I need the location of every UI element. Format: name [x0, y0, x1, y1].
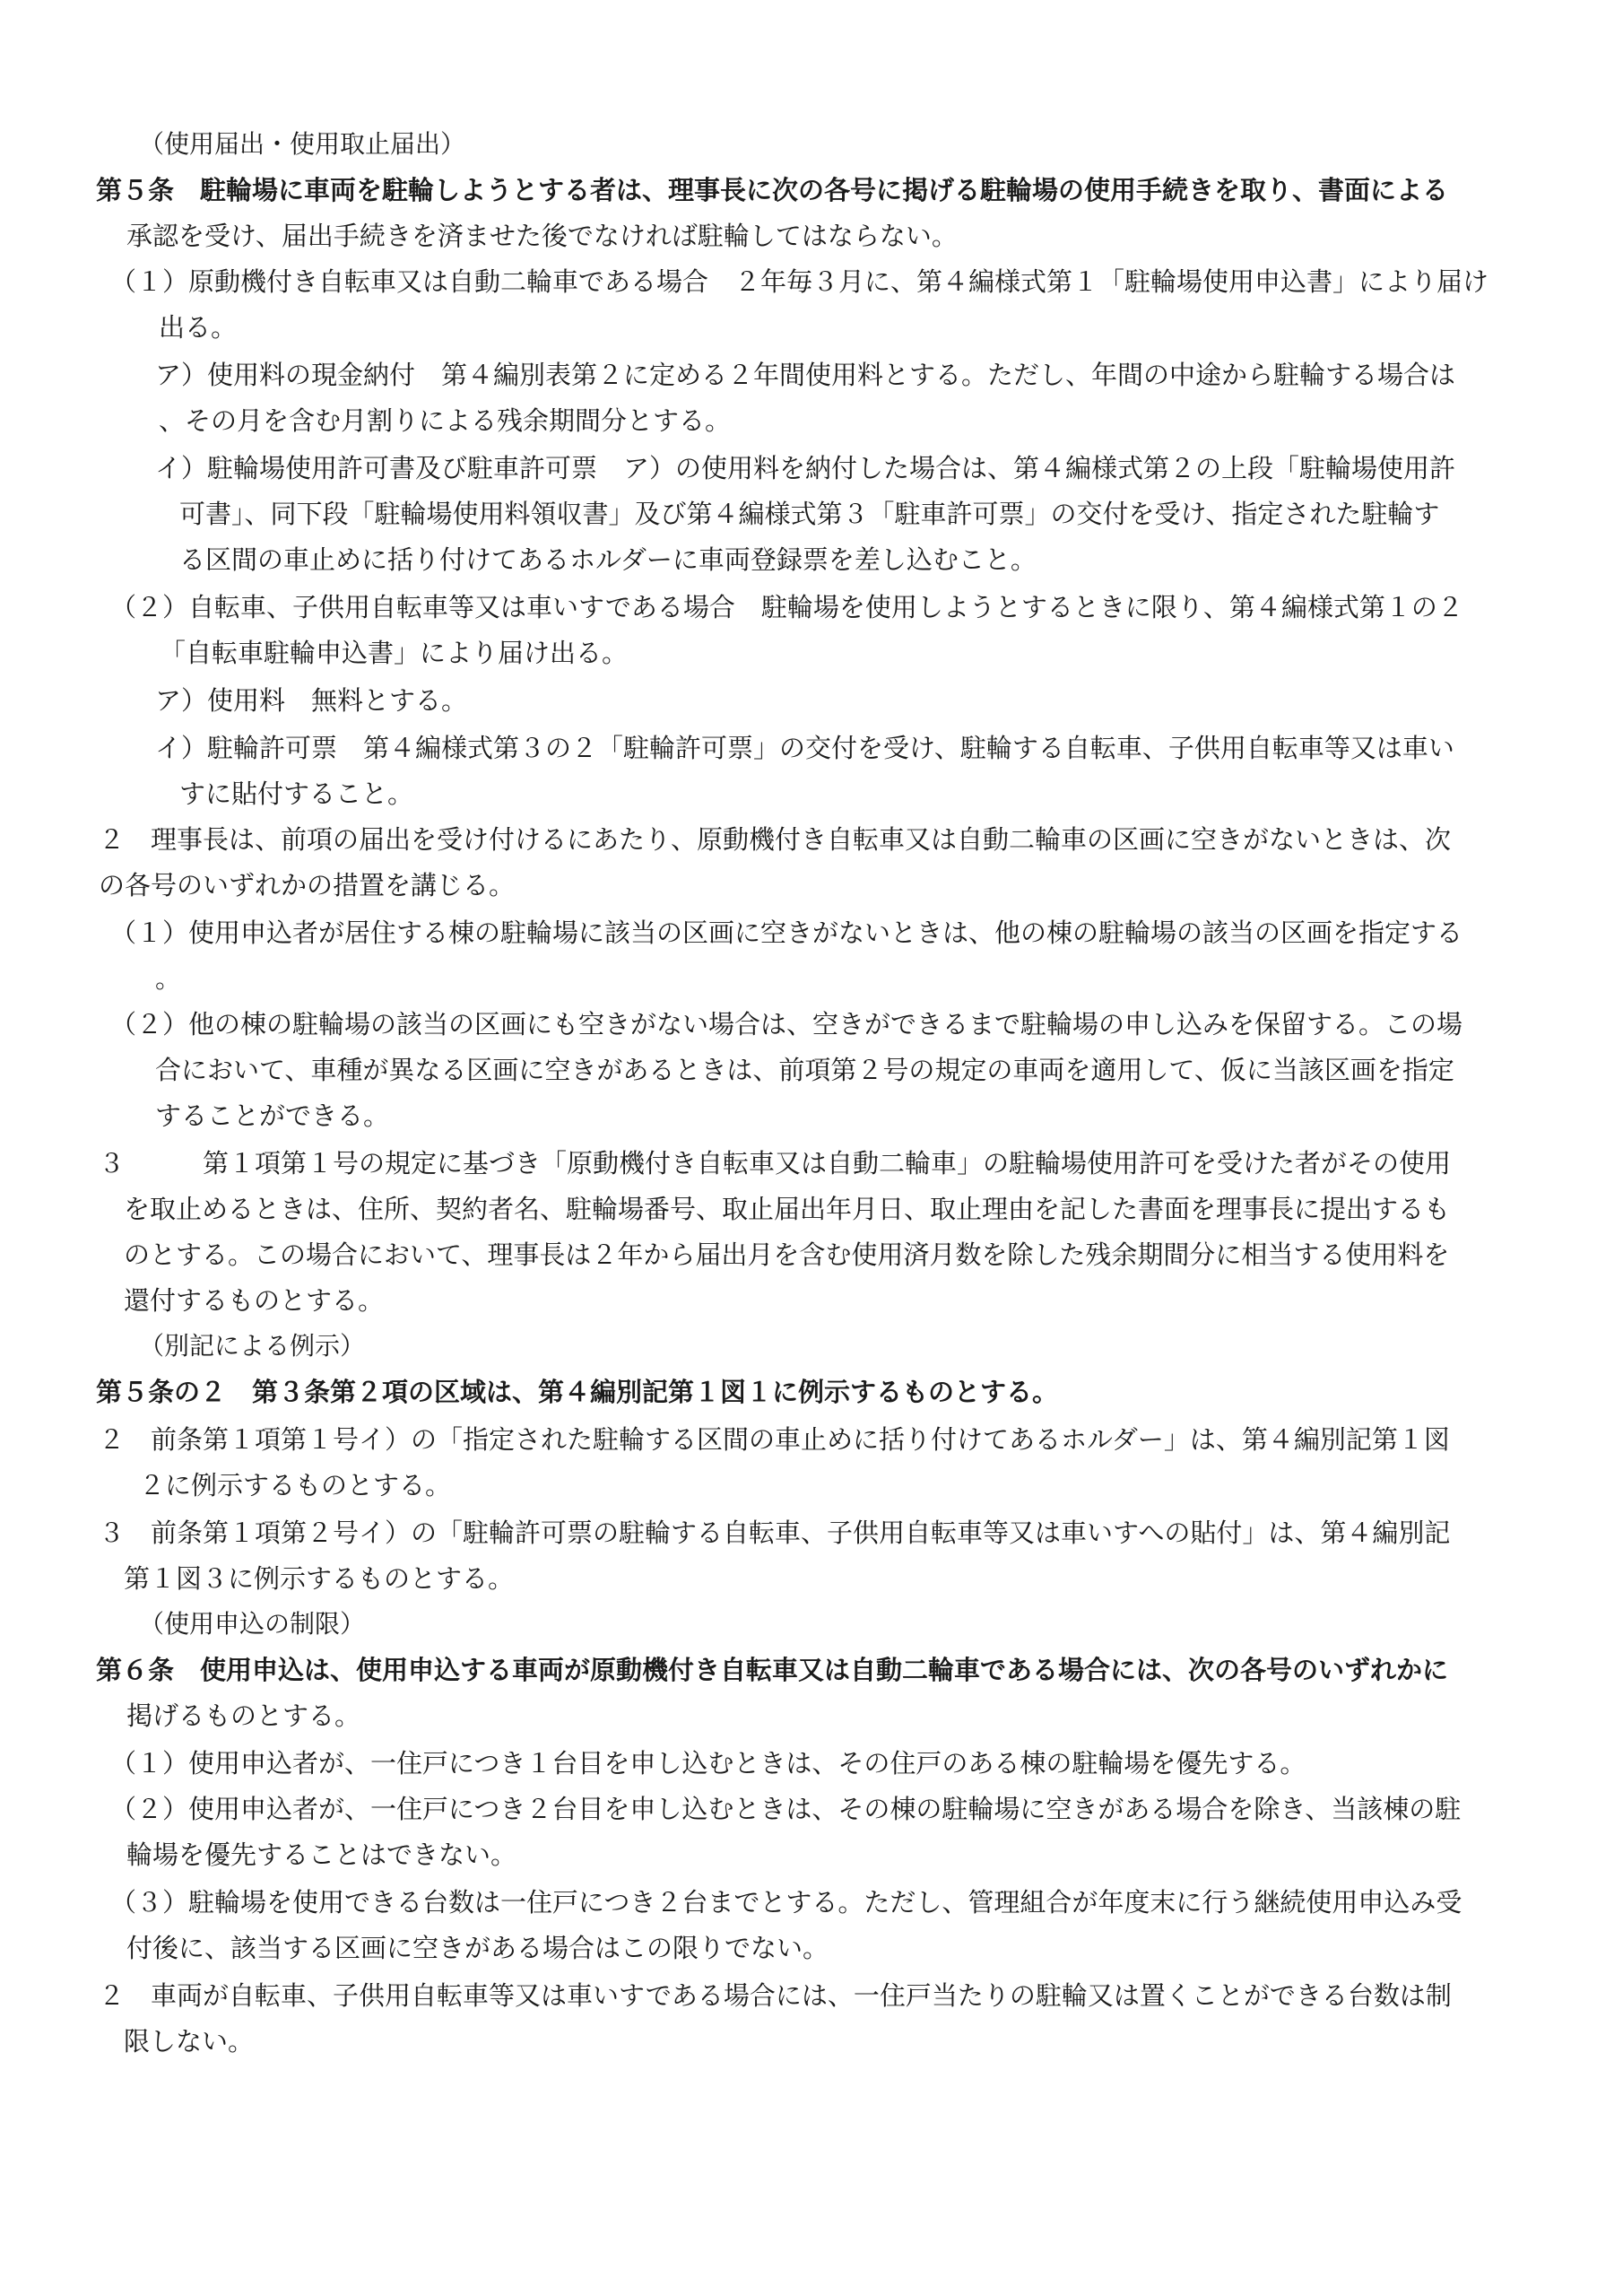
article-line: 第５条の２ 第３条第２項の区域は、第４編別記第１図１に例示するものとする。: [96, 1377, 1059, 1407]
article-line: る区間の車止めに括り付けてあるホルダーに車両登録票を差し込むこと。: [179, 544, 1037, 575]
article-line: 限しない。: [124, 2026, 255, 2057]
article-line: （１）使用申込者が、一住戸につき１台目を申し込むときは、その住戸のある棟の駐輪場を優先する。: [110, 1748, 1306, 1779]
article-line: ３ 第１項第１号の規定に基づき「原動機付き自転車又は自動二輪車」の駐輪場使用許可を受けた者がその使用: [99, 1148, 1452, 1178]
article-line: 承認を受け、届出手続きを済ませた後でなければ駐輪してはならない。: [126, 221, 958, 251]
article-line: ２に例示するものとする。: [139, 1470, 452, 1500]
article-line: 掲げるものとする。: [126, 1700, 361, 1731]
section-heading: （使用申込の制限）: [139, 1609, 366, 1639]
article-line: 第１図３に例示するものとする。: [124, 1563, 515, 1594]
article-line: イ）駐輪許可票 第４編様式第３の２「駐輪許可票」の交付を受け、駐輪する自転車、子供用自転車等又は車い: [155, 733, 1454, 763]
article-line: 輪場を優先することはできない。: [126, 1839, 517, 1870]
article-line: （１）使用申込者が居住する棟の駐輪場に該当の区画に空きがないときは、他の棟の駐輪場の該当の区画を指定する: [110, 918, 1463, 948]
article-line: ３ 前条第１項第２号イ）の「駐輪許可票の駐輪する自転車、子供用自転車等又は車いすへの貼付」は、第４編別記: [99, 1518, 1451, 1548]
article-line: 合において、車種が異なる区画に空きがあるときは、前項第２号の規定の車両を適用して、仮に当該区画を指定: [155, 1055, 1454, 1085]
article-line: ア）使用料の現金納付 第４編別表第２に定める２年間使用料とする。ただし、年間の中途から駐輪する場合は: [155, 360, 1456, 390]
article-line: 第６条 使用申込は、使用申込する車両が原動機付き自転車又は自動二輪車である場合には、次の各号のいずれかに: [96, 1655, 1449, 1685]
article-line: （３）駐輪場を使用できる台数は一住戸につき２台までとする。ただし、管理組合が年度末に行う継続使用申込み受: [110, 1887, 1462, 1918]
article-line: （２）自転車、子供用自転車等又は車いすである場合 駐輪場を使用しようとするときに限り、第４編様式第１の２: [110, 592, 1463, 622]
article-line: 付後に、該当する区画に空きがある場合はこの限りでない。: [126, 1933, 829, 1963]
article-line: 、その月を含む月割りによる残余期間分とする。: [159, 405, 732, 436]
article-line: 「自転車駐輪申込書」により届け出る。: [160, 638, 629, 668]
section-heading: （使用届出・使用取止届出）: [139, 129, 466, 159]
article-line: 。: [155, 963, 182, 994]
article-line: イ）駐輪場使用許可書及び駐車許可票 ア）の使用料を納付した場合は、第４編様式第２の上段「駐輪場使用許: [155, 453, 1456, 483]
article-line: すに貼付すること。: [179, 778, 414, 809]
article-line: 可書」、同下段「駐輪場使用料領収書」及び第４編様式第３「駐車許可票」の交付を受け、指定された駐輪す: [179, 499, 1440, 529]
section-heading: （別記による例示）: [139, 1331, 366, 1361]
article-line: 還付するものとする。: [124, 1285, 385, 1316]
article-line: （１）原動機付き自転車又は自動二輪車である場合 ２年毎３月に、第４編様式第１「駐輪場使用申込書」により届け: [110, 266, 1489, 297]
article-line: ア）使用料 無料とする。: [155, 685, 468, 716]
article-line: することができる。: [155, 1100, 390, 1131]
article-line: ２ 車両が自転車、子供用自転車等又は車いすである場合には、一住戸当たりの駐輪又は置くことができる台数は制: [99, 1980, 1452, 2011]
article-line: 第５条 駐輪場に車両を駐輪しようとする者は、理事長に次の各号に掲げる駐輪場の使用手続きを取り、書面による: [96, 175, 1449, 205]
article-line: （２）使用申込者が、一住戸につき２台目を申し込むときは、その棟の駐輪場に空きがある場合を除き、当該棟の駐: [110, 1794, 1462, 1824]
article-line: の各号のいずれかの措置を講じる。: [99, 870, 516, 900]
article-line: のとする。この場合において、理事長は２年から届出月を含む使用済月数を除した残余期間分に相当する使用料を: [124, 1239, 1450, 1270]
article-line: 出る。: [159, 312, 238, 343]
article-line: を取止めるときは、住所、契約者名、駐輪場番号、取止届出年月日、取止理由を記した書面を理事長に提出するも: [124, 1194, 1451, 1224]
article-line: ２ 前条第１項第１号イ）の「指定された駐輪する区間の車止めに括り付けてあるホルダー」は、第４編別記第１図: [99, 1424, 1450, 1455]
article-line: ２ 理事長は、前項の届出を受け付けるにあたり、原動機付き自転車又は自動二輪車の区画に空きがないときは、次: [99, 824, 1452, 855]
article-line: （２）他の棟の駐輪場の該当の区画にも空きがない場合は、空きができるまで駐輪場の申し込みを保留する。この場: [110, 1009, 1463, 1039]
